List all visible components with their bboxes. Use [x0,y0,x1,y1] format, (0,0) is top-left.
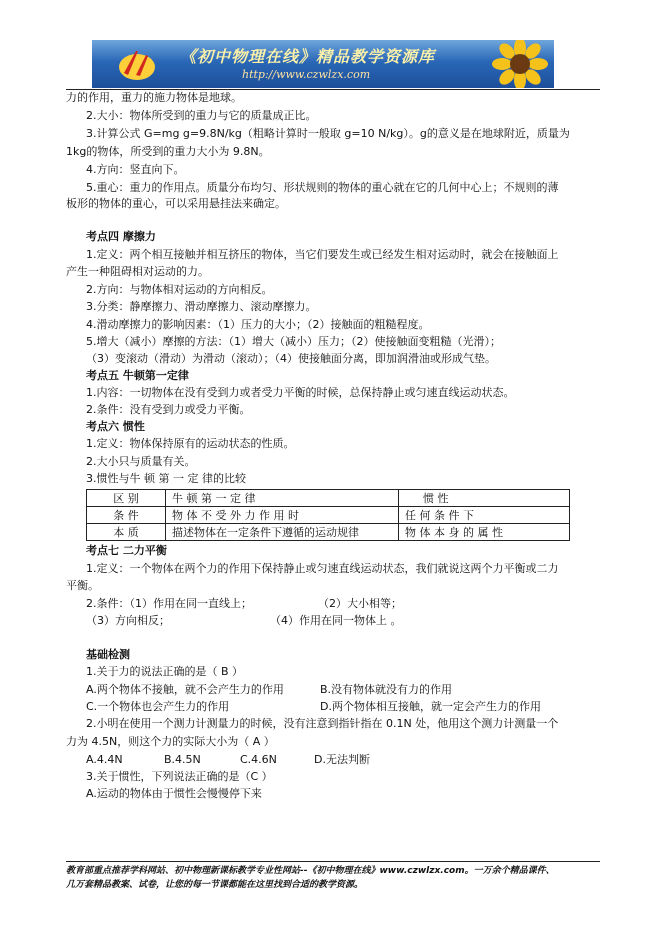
banner-title: 《初中物理在线》精品教学资源库 [180,47,436,66]
option: B.4.5N [164,753,201,766]
footer-rule [66,861,600,862]
question: 2.小明在使用一个测力计测量力的时候，没有注意到指针指在 0.1N 处，他用这个测力计测量一个 [86,717,559,730]
footer-line: 几万套精品教案、试卷，让您的每一节课都能在这里找到合适的教学资源。 [66,880,364,890]
sunflower-icon [490,40,550,88]
text-line: 力的作用，重力的施力物体是地球。 [66,91,242,104]
table-header-cell: 区 别 [87,490,166,507]
text-line: 5.重心：重力的作用点。质量分布均匀、形状规则的物体的重心就在它的几何中心上；不规则的薄 [86,181,559,194]
question: 1.关于力的说法正确的是（ B ） [86,665,244,678]
option: C.一个物体也会产生力的作用 [86,700,230,713]
site-logo-icon [116,45,158,83]
text-line: 1.定义：物体保持原有的运动状态的性质。 [86,437,295,450]
text-line: 2.大小：物体所受到的重力与它的质量成正比。 [86,109,317,122]
text-line: 2.条件：（1）作用在同一直线上； [86,597,252,610]
text-line: （4）作用在同一物体上 。 [270,614,402,627]
header-banner [92,40,554,88]
text-line: 2.条件：没有受到力或受力平衡。 [86,403,251,416]
text-line: 4.滑动摩擦力的影响因素：（1）压力的大小；（2）接触面的粗糙程度。 [86,318,430,331]
text-line: 3.计算公式 G=mg g=9.8N/kg（粗略计算时一般取 g=10 N/kg）。g的意义是在地球附近，质量为 [86,127,570,140]
text-line: 4.方向：竖直向下。 [86,163,185,176]
section-heading: 考点五 牛顿第一定律 [86,369,189,382]
option: A.运动的物体由于惯性会慢慢停下来 [86,787,262,800]
text-line: 1.定义：两个相互接触并相互挤压的物体，当它们要发生或已经发生相对运动时，就会在接触面上 [86,248,559,261]
option: D.两个物体相互接触，就一定会产生力的作用 [320,700,541,713]
option: A.两个物体不接触，就不会产生力的作用 [86,683,284,696]
table-header-cell: 牛 顿 第 一 定 律 [166,490,399,507]
text-line: （2）大小相等； [318,597,402,610]
footer-line: 教育部重点推荐学科网站、初中物理新课标教学专业性网站--《初中物理在线》www.czwlzx.com。一万余个精品课件、 [66,866,555,876]
table-cell: 物 体 本 身 的 属 性 [399,524,570,541]
table-cell: 任 何 条 件 下 [399,507,570,524]
section-heading: 考点七 二力平衡 [86,544,167,557]
text-line: 5.增大（减小）摩擦的方法：（1）增大（减小）压力；（2）使接触面变粗糙（光滑）； [86,335,501,348]
table-cell: 本 质 [87,524,166,541]
question: 力为 4.5N，则这个力的实际大小为（ A ） [66,735,275,748]
option: C.4.6N [240,753,277,766]
table-header-cell: 惯 性 [399,490,570,507]
option: B.没有物体就没有力的作用 [320,683,453,696]
text-line: （3）变滚动（滑动）为滑动（滚动）；（4）使接触面分离，即加润滑油或形成气垫。 [86,352,496,365]
section-heading: 考点六 惯性 [86,420,145,433]
footer [66,864,555,892]
table-row [87,507,570,524]
table-cell: 条 件 [87,507,166,524]
table-header-row [87,490,570,507]
text-line: 板形的物体的重心，可以采用悬挂法来确定。 [66,197,286,210]
table-cell: 描述物体在一定条件下遵循的运动规律 [166,524,399,541]
text-line: 1.内容：一切物体在没有受到力或者受力平衡的时候，总保持静止或匀速直线运动状态。 [86,386,515,399]
text-line: （3）方向相反； [86,614,170,627]
table-row [87,524,570,541]
text-line: 产生一种阻碍相对运动的力。 [66,265,209,278]
banner-url: http://www.czwlzx.com [242,68,371,81]
comparison-table [86,489,570,541]
option: D.无法判断 [314,753,370,766]
section-heading: 考点四 摩擦力 [86,230,156,243]
section-heading: 基础检测 [86,648,130,661]
option: A.4.4N [86,753,123,766]
text-line: 2.大小只与质量有关。 [86,455,196,468]
text-line: 平衡。 [66,579,99,592]
text-line: 1kg的物体，所受到的重力大小为 9.8N。 [66,145,270,158]
text-line: 3.分类：静摩擦力、滑动摩擦力、滚动摩擦力。 [86,300,317,313]
text-line: 1.定义：一个物体在两个力的作用下保持静止或匀速直线运动状态，我们就说这两个力平衡或二力 [86,562,559,575]
text-line: 2.方向：与物体相对运动的方向相反。 [86,283,273,296]
question: 3.关于惯性，下列说法正确的是（C ） [86,770,273,783]
text-line: 3.惯性与牛 顿 第 一 定 律的比较 [86,472,246,485]
table-cell: 物 体 不 受 外 力 作 用 时 [166,507,399,524]
